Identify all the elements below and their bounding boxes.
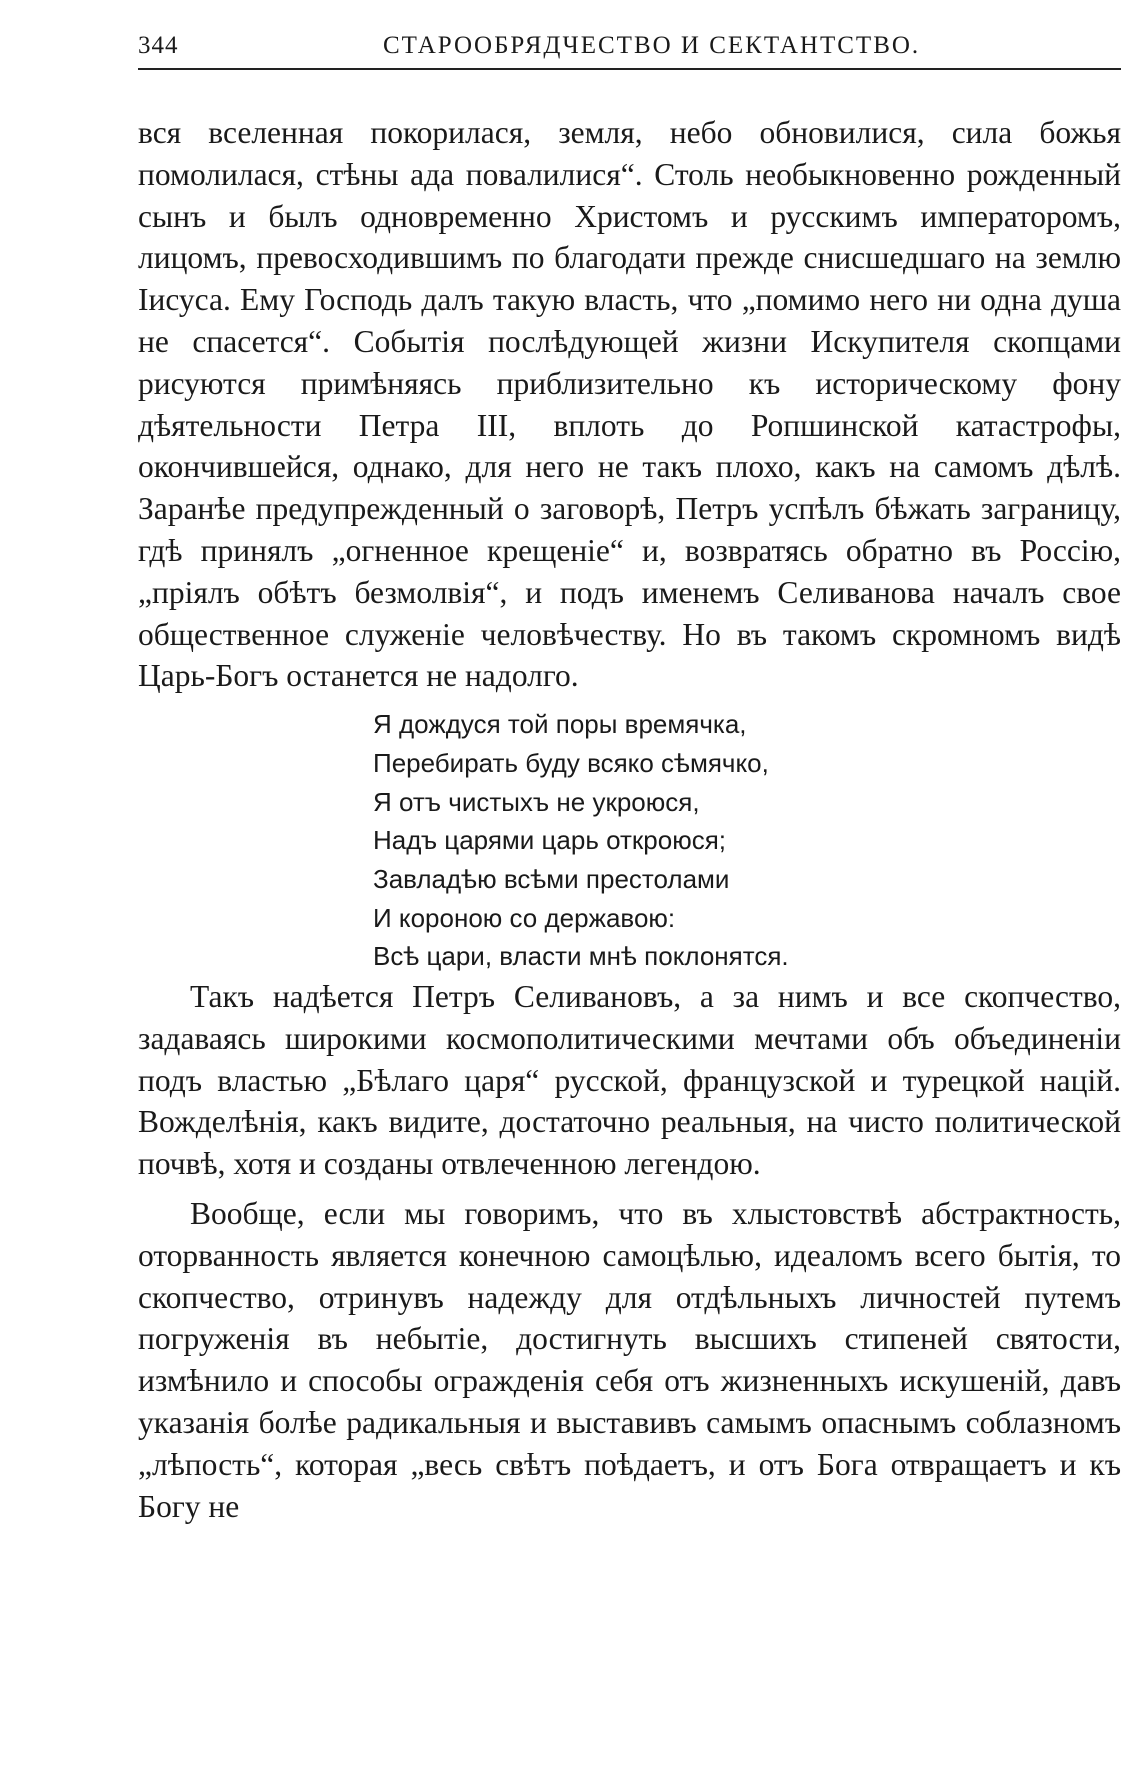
verse-line: Перебирать буду всяко сѣмячко, <box>373 747 769 778</box>
verse-line: Я дождуся той поры времячка, <box>373 709 747 740</box>
page-number: 344 <box>138 32 179 59</box>
verse-line: Я отъ чистыхъ не укроюся, <box>373 786 700 817</box>
book-page <box>138 24 1121 1527</box>
verse-line: И короною со державою: <box>373 902 676 933</box>
running-title: СТАРООБРЯДЧЕСТВО И СЕКТАНТСТВО. <box>383 32 921 59</box>
main-text <box>138 112 1121 1527</box>
verse-line: Всѣ цари, власти мнѣ поклонятся. <box>373 941 789 972</box>
paragraph: Вообще, если мы говоримъ, что въ хлыстовствѣ абстрактность, оторванность является конечною самоцѣлью, идеаломъ всего бытія, то скопчество, отринувъ надежду для отдѣльныхъ личностей путемъ погруженія въ небытіе, достигнуть высшихъ стипеней святости, измѣнило и способы огражденія себя отъ жизненныхъ искушеній, давъ указанія болѣе радикальныя и выставивъ самымъ опаснымъ соблазномъ „лѣпость“, которая „весь свѣтъ поѣдаетъ, и отъ Бога отвращаетъ и къ Богу не <box>138 1196 1121 1524</box>
paragraph: Такъ надѣется Петръ Селивановъ, а за нимъ и все скопчество, задаваясь широкими космополитическими мечтами объ объединеніи подъ властью „Бѣлаго царя“ русской, французской и турецкой націй. Вожделѣнія, какъ видите, достаточно реальныя, на чисто политической почвѣ, хотя и созданы отвлеченною легендою. <box>138 979 1121 1182</box>
paragraph: вся вселенная покорилася, земля, небо обновилися, сила божья помолилася, стѣны ада повалилися“. Столь необыкновенно рожденный сынъ и былъ одновременно Христомъ и русскимъ императоромъ, лицомъ, превосходившимъ по благодати прежде снисшедшаго на землю Іисуса. Ему Господь далъ такую власть, что „помимо него ни одна душа не спасется“. Событія послѣдующей жизни Искупителя скопцами рисуются примѣняясь приблизительно къ историческому фону дѣятельности Петра III, вплоть до Ропшинской катастрофы, окончившейся, однако, для него не такъ плохо, какъ на самомъ дѣлѣ. Заранѣе предупрежденный о заговорѣ, Петръ успѣлъ бѣжать заграницу, гдѣ принялъ „огненное крещеніе“ и, возвратясь обратно въ Россію, „пріялъ обѣтъ безмолвія“, и подъ именемъ Селиванова началъ свое общественное служеніе человѣчеству. Но въ такомъ скромномъ видѣ Царь-Богъ останется не надолго. <box>138 115 1121 694</box>
page-header <box>138 24 1121 70</box>
verse-line: Завладѣю всѣми престолами <box>373 863 730 894</box>
verse-line: Надъ царями царь откроюся; <box>373 825 727 856</box>
verse-block <box>373 705 1121 976</box>
